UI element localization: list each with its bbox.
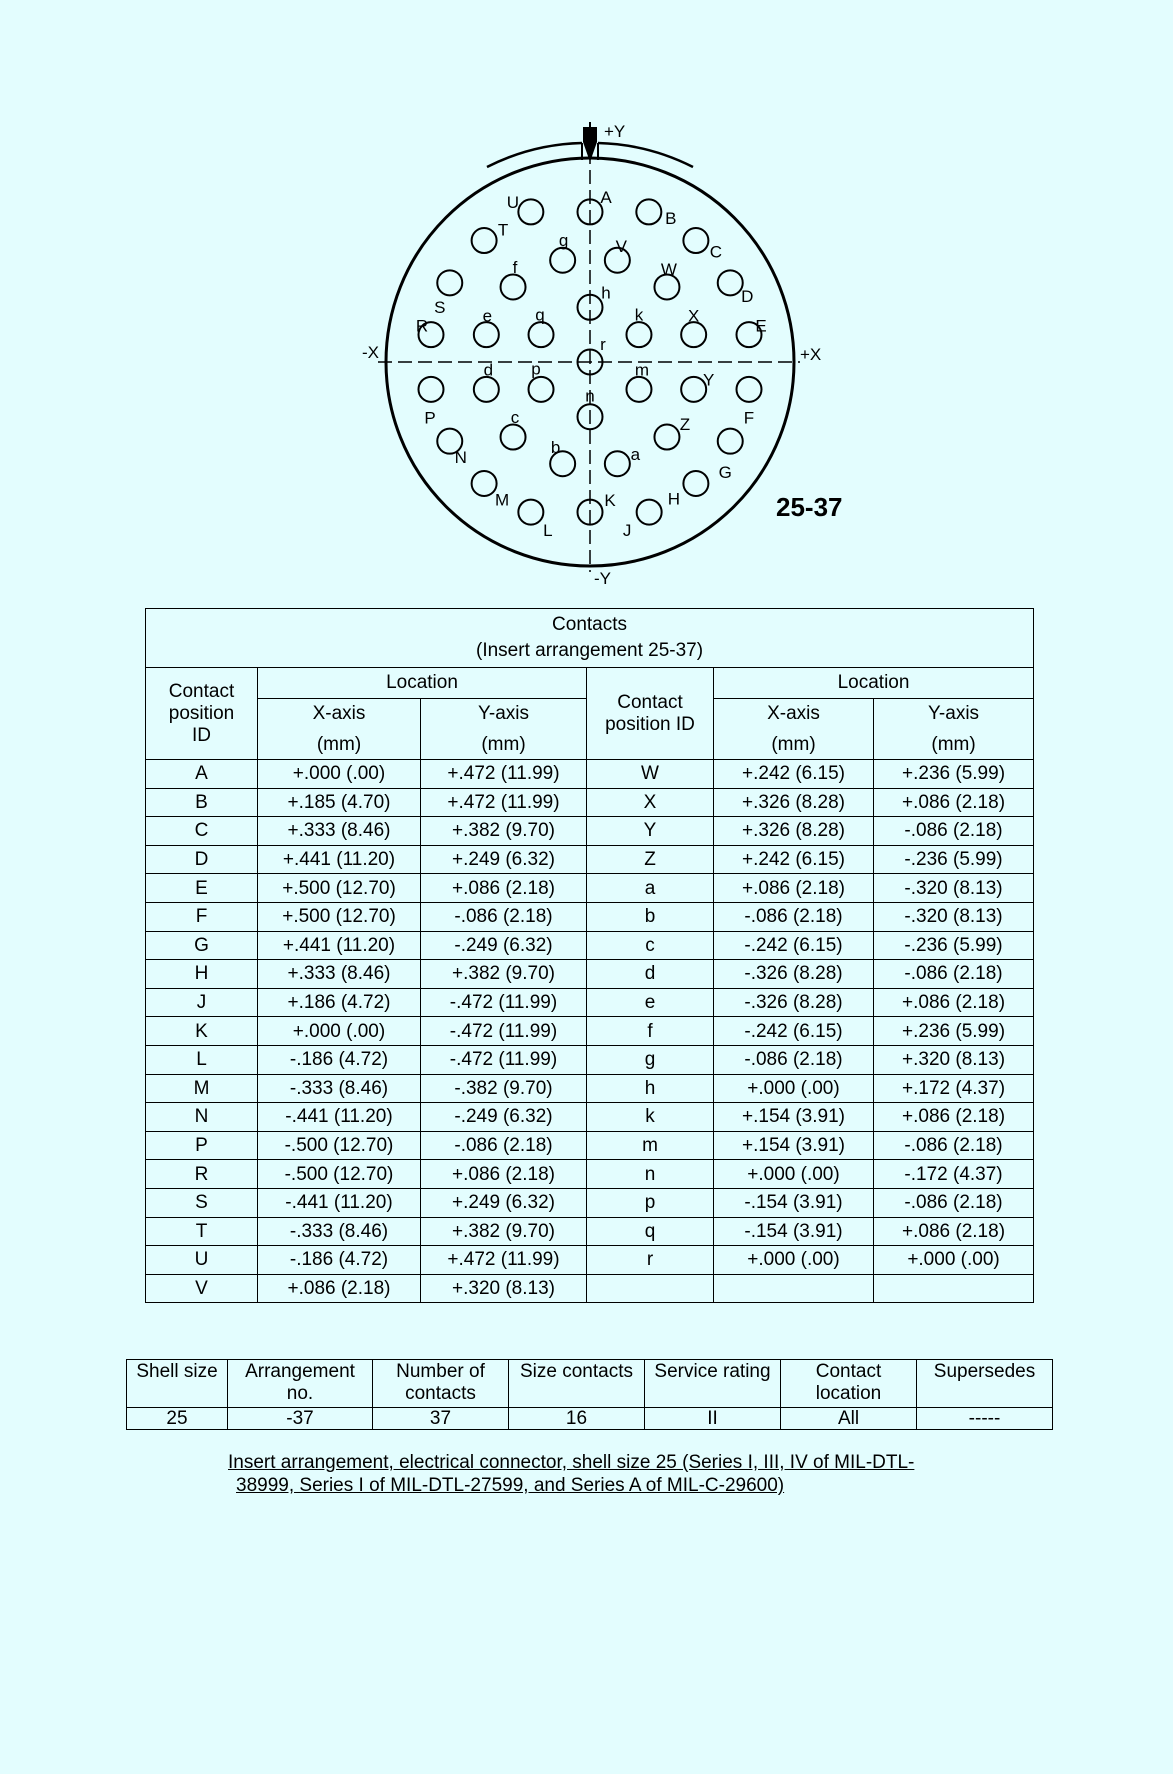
contact-label-h: h [601,283,611,303]
table-cell: J [146,988,258,1017]
table-cell: +.186 (4.72) [258,988,421,1017]
table-row [146,1246,1034,1275]
table-cell: a [587,874,714,903]
table-cell: f [587,1017,714,1046]
table-cell: Z [587,845,714,874]
table-cell: -.333 (8.46) [258,1074,421,1103]
contact-cavity-J [637,500,662,525]
header-y-axis-left [421,699,587,760]
contact-label-G: G [718,463,732,483]
contact-cavity-B [636,199,661,224]
table-row [146,845,1034,874]
contact-cavities [416,188,767,540]
contacts-table-subtitle: (Insert arrangement 25-37) [476,640,704,661]
table-cell: +.333 (8.46) [258,817,421,846]
contact-label-L: L [543,521,553,541]
contact-label-J: J [622,521,632,541]
table-row [146,1160,1034,1189]
table-cell: n [587,1160,714,1189]
contact-label-X: X [687,306,700,326]
contact-label-E: E [755,316,767,336]
table-cell: -.086 (2.18) [714,1045,874,1074]
caption-line-1: Insert arrangement, electrical connector, shell size 25 (Series I, III, IV of MIL-DTL- [228,1452,915,1473]
table-cell: +.249 (6.32) [421,845,587,874]
table-cell: P [146,1131,258,1160]
table-cell: D [146,845,258,874]
table-cell: +.472 (11.99) [421,1246,587,1275]
table-row [146,988,1034,1017]
table-cell: +.086 (2.18) [421,1160,587,1189]
contact-label-U: U [506,192,519,212]
contact-label-W: W [660,259,677,279]
table-row [146,760,1034,789]
table-cell: -.249 (6.32) [421,931,587,960]
header-contact-position-id-left: Contact position ID [146,668,258,760]
summary-header-number-of-contacts: Number of contacts [373,1360,509,1408]
table-cell: +.326 (8.28) [714,788,874,817]
header-contact-position-id-right: Contact position ID [587,668,714,760]
table-cell: +.441 (11.20) [258,931,421,960]
summary-header-contact-location: Contact location [781,1360,917,1408]
header-location-right: Location [714,668,1034,699]
table-cell: -.086 (2.18) [874,960,1034,989]
table-row [146,1045,1034,1074]
contact-cavity-L [518,500,543,525]
table-cell: +.236 (5.99) [874,760,1034,789]
table-cell: -.500 (12.70) [258,1131,421,1160]
axis-label-plus-x: +X [800,345,822,364]
contact-label-f: f [512,257,518,277]
header-x-axis-label: X-axis [767,702,820,724]
table-cell: -.326 (8.28) [714,960,874,989]
contact-cavity-Z [654,425,679,450]
table-cell: +.472 (11.99) [421,760,587,789]
table-row [146,902,1034,931]
table-cell: q [587,1217,714,1246]
contact-cavity-f [501,274,526,299]
contact-label-D: D [741,286,754,306]
header-unit: (mm) [481,733,526,755]
table-cell: -.320 (8.13) [874,902,1034,931]
contact-label-m: m [634,360,650,380]
table-cell: -.086 (2.18) [874,1131,1034,1160]
table-cell: +.441 (11.20) [258,845,421,874]
contact-label-q: q [535,305,545,325]
contacts-table-title-cell [146,609,1034,668]
table-cell: Y [587,817,714,846]
summary-header-shell-size: Shell size [127,1360,228,1408]
table-cell: +.382 (9.70) [421,960,587,989]
axis-label-minus-y: -Y [594,569,611,588]
table-cell: X [587,788,714,817]
table-cell: +.326 (8.28) [714,817,874,846]
coupling-arc-left [487,143,582,167]
header-x-axis-left [258,699,421,760]
summary-value-number-of-contacts: 37 [373,1408,509,1430]
contact-label-p: p [531,359,541,379]
table-cell: A [146,760,258,789]
header-unit: (mm) [771,733,816,755]
contacts-table-body [146,760,1034,1303]
table-cell: k [587,1103,714,1132]
table-cell: +.000 (.00) [258,1017,421,1046]
table-cell: K [146,1017,258,1046]
table-row [146,1131,1034,1160]
contact-cavity-G [718,429,743,454]
header-location-left: Location [258,668,587,699]
header-x-axis-label: X-axis [312,702,366,724]
insert-arrangement-diagram [0,0,1173,600]
contact-label-F: F [743,408,755,428]
table-cell: +.382 (9.70) [421,1217,587,1246]
header-unit: (mm) [316,733,362,755]
contact-cavity-C [683,228,708,253]
table-cell: +.249 (6.32) [421,1188,587,1217]
contact-label-Y: Y [702,370,715,390]
axis-label-plus-y: +Y [604,122,626,141]
header-x-axis-right [714,699,874,760]
table-cell: g [587,1045,714,1074]
contact-cavity-S [437,270,462,295]
table-cell: b [587,902,714,931]
summary-header-service-rating: Service rating [645,1360,781,1408]
summary-header-arrangement-no: Arrangement no. [228,1360,373,1408]
table-cell: S [146,1188,258,1217]
contact-cavity-P [419,377,444,402]
contact-cavity-F [737,377,762,402]
table-row [146,960,1034,989]
table-cell: +.000 (.00) [258,760,421,789]
table-cell: -.500 (12.70) [258,1160,421,1189]
contact-label-k: k [634,305,644,325]
table-cell: G [146,931,258,960]
contact-label-c: c [510,408,520,428]
table-cell: e [587,988,714,1017]
table-cell: +.000 (.00) [714,1074,874,1103]
table-cell: -.086 (2.18) [421,902,587,931]
table-cell: T [146,1217,258,1246]
header-y-axis-right [874,699,1034,760]
contact-cavity-c [501,425,526,450]
table-cell: -.441 (11.20) [258,1103,421,1132]
table-cell: m [587,1131,714,1160]
contact-cavity-M [472,471,497,496]
table-cell [874,1274,1034,1303]
table-cell: +.242 (6.15) [714,845,874,874]
table-cell: +.154 (3.91) [714,1131,874,1160]
contact-cavity-e [474,322,499,347]
table-cell: -.154 (3.91) [714,1217,874,1246]
table-cell: r [587,1246,714,1275]
table-cell: +.320 (8.13) [874,1045,1034,1074]
table-cell: -.186 (4.72) [258,1045,421,1074]
table-row [146,1074,1034,1103]
table-cell: +.000 (.00) [714,1246,874,1275]
table-row [146,1103,1034,1132]
table-cell: -.382 (9.70) [421,1074,587,1103]
header-y-axis-label: Y-axis [928,702,980,724]
table-cell: -.242 (6.15) [714,1017,874,1046]
summary-table [126,1359,1053,1430]
table-cell: N [146,1103,258,1132]
contacts-table [145,608,1034,1303]
contact-cavity-H [683,471,708,496]
contacts-table-title: Contacts [552,614,628,635]
summary-value-row [127,1408,1053,1430]
table-row [146,1274,1034,1303]
contact-label-P: P [424,408,436,428]
table-cell: +.236 (5.99) [874,1017,1034,1046]
summary-header-supersedes: Supersedes [917,1360,1053,1408]
contact-label-n: n [585,386,595,406]
contact-cavity-T [472,228,497,253]
axis-label-minus-x: -X [362,343,379,362]
table-row [146,874,1034,903]
contact-cavity-a [605,451,630,476]
contact-label-T: T [497,220,509,240]
summary-value-service-rating: II [645,1408,781,1430]
table-cell: +.000 (.00) [874,1246,1034,1275]
contact-cavity-k [626,322,651,347]
contact-label-H: H [667,489,681,509]
contact-label-R: R [415,316,429,336]
table-cell: -.249 (6.32) [421,1103,587,1132]
summary-value-shell-size: 25 [127,1408,228,1430]
summary-value-contact-location: All [781,1408,917,1430]
contact-label-B: B [665,208,677,228]
table-row [146,1188,1034,1217]
contact-label-K: K [604,491,616,511]
table-cell: -.086 (2.18) [421,1131,587,1160]
table-cell [587,1274,714,1303]
table-cell: E [146,874,258,903]
table-cell: -.236 (5.99) [874,845,1034,874]
contact-label-a: a [630,444,641,464]
table-cell: L [146,1045,258,1074]
table-cell [714,1274,874,1303]
contact-label-C: C [709,242,723,262]
table-cell: M [146,1074,258,1103]
table-cell: +.500 (12.70) [258,874,421,903]
table-cell: +.086 (2.18) [874,788,1034,817]
contact-cavity-U [518,199,543,224]
table-cell: h [587,1074,714,1103]
table-row [146,1217,1034,1246]
table-cell: -.086 (2.18) [874,817,1034,846]
contact-cavity-D [718,270,743,295]
contact-label-r: r [600,335,606,354]
contact-label-N: N [454,448,467,468]
table-cell: +.472 (11.99) [421,788,587,817]
contact-label-d: d [483,360,494,380]
table-cell: -.086 (2.18) [874,1188,1034,1217]
contact-cavity-p [529,377,554,402]
contact-label-M: M [495,490,510,510]
coupling-arc-right [598,143,693,167]
table-cell: -.326 (8.28) [714,988,874,1017]
table-cell: +.086 (2.18) [714,874,874,903]
table-cell: +.382 (9.70) [421,817,587,846]
table-cell: p [587,1188,714,1217]
contact-label-e: e [482,306,493,326]
contact-cavity-q [529,322,554,347]
header-y-axis-label: Y-axis [477,702,530,724]
table-cell: H [146,960,258,989]
summary-value-supersedes: ----- [917,1408,1053,1430]
table-row [146,931,1034,960]
header-unit: (mm) [931,733,976,755]
table-cell: +.333 (8.46) [258,960,421,989]
table-cell: +.086 (2.18) [258,1274,421,1303]
summary-header-row [127,1360,1053,1408]
table-cell: V [146,1274,258,1303]
summary-header-size-contacts: Size contacts [509,1360,645,1408]
table-cell: -.242 (6.15) [714,931,874,960]
table-cell: +.000 (.00) [714,1160,874,1189]
table-cell: -.086 (2.18) [714,902,874,931]
table-cell: +.086 (2.18) [874,1103,1034,1132]
table-cell: +.172 (4.37) [874,1074,1034,1103]
table-cell: +.242 (6.15) [714,760,874,789]
table-cell: R [146,1160,258,1189]
table-row [146,788,1034,817]
table-cell: -.441 (11.20) [258,1188,421,1217]
diagram-frame [378,130,800,572]
table-cell: +.086 (2.18) [874,1217,1034,1246]
table-cell: -.472 (11.99) [421,988,587,1017]
contact-cavity-m [626,377,651,402]
contact-label-g: g [558,231,569,251]
table-cell: U [146,1246,258,1275]
figure-caption [228,1451,988,1497]
table-cell: +.154 (3.91) [714,1103,874,1132]
contact-cavity-d [474,377,499,402]
contact-label-V: V [615,237,628,257]
table-cell: +.086 (2.18) [421,874,587,903]
contact-label-Z: Z [679,415,691,435]
table-cell: C [146,817,258,846]
table-cell: +.500 (12.70) [258,902,421,931]
contact-label-A: A [600,187,612,207]
table-cell: +.185 (4.70) [258,788,421,817]
table-row [146,1017,1034,1046]
table-cell: W [587,760,714,789]
table-cell: F [146,902,258,931]
arrangement-label: 25-37 [776,492,843,522]
table-cell: c [587,931,714,960]
table-cell: -.333 (8.46) [258,1217,421,1246]
table-cell: d [587,960,714,989]
table-cell: -.472 (11.99) [421,1017,587,1046]
summary-value-arrangement-no: -37 [228,1408,373,1430]
table-cell: -.320 (8.13) [874,874,1034,903]
contact-label-S: S [434,297,446,317]
caption-line-2: 38999, Series I of MIL-DTL-27599, and Series A of MIL-C-29600) [236,1475,785,1496]
table-cell: +.086 (2.18) [874,988,1034,1017]
table-cell: -.172 (4.37) [874,1160,1034,1189]
contact-label-b: b [550,437,561,457]
table-row [146,817,1034,846]
summary-value-size-contacts: 16 [509,1408,645,1430]
table-cell: B [146,788,258,817]
table-cell: +.320 (8.13) [421,1274,587,1303]
table-cell: -.472 (11.99) [421,1045,587,1074]
contact-cavity-g [550,248,575,273]
table-cell: -.154 (3.91) [714,1188,874,1217]
table-cell: -.236 (5.99) [874,931,1034,960]
contact-cavity-X [681,322,706,347]
table-cell: -.186 (4.72) [258,1246,421,1275]
